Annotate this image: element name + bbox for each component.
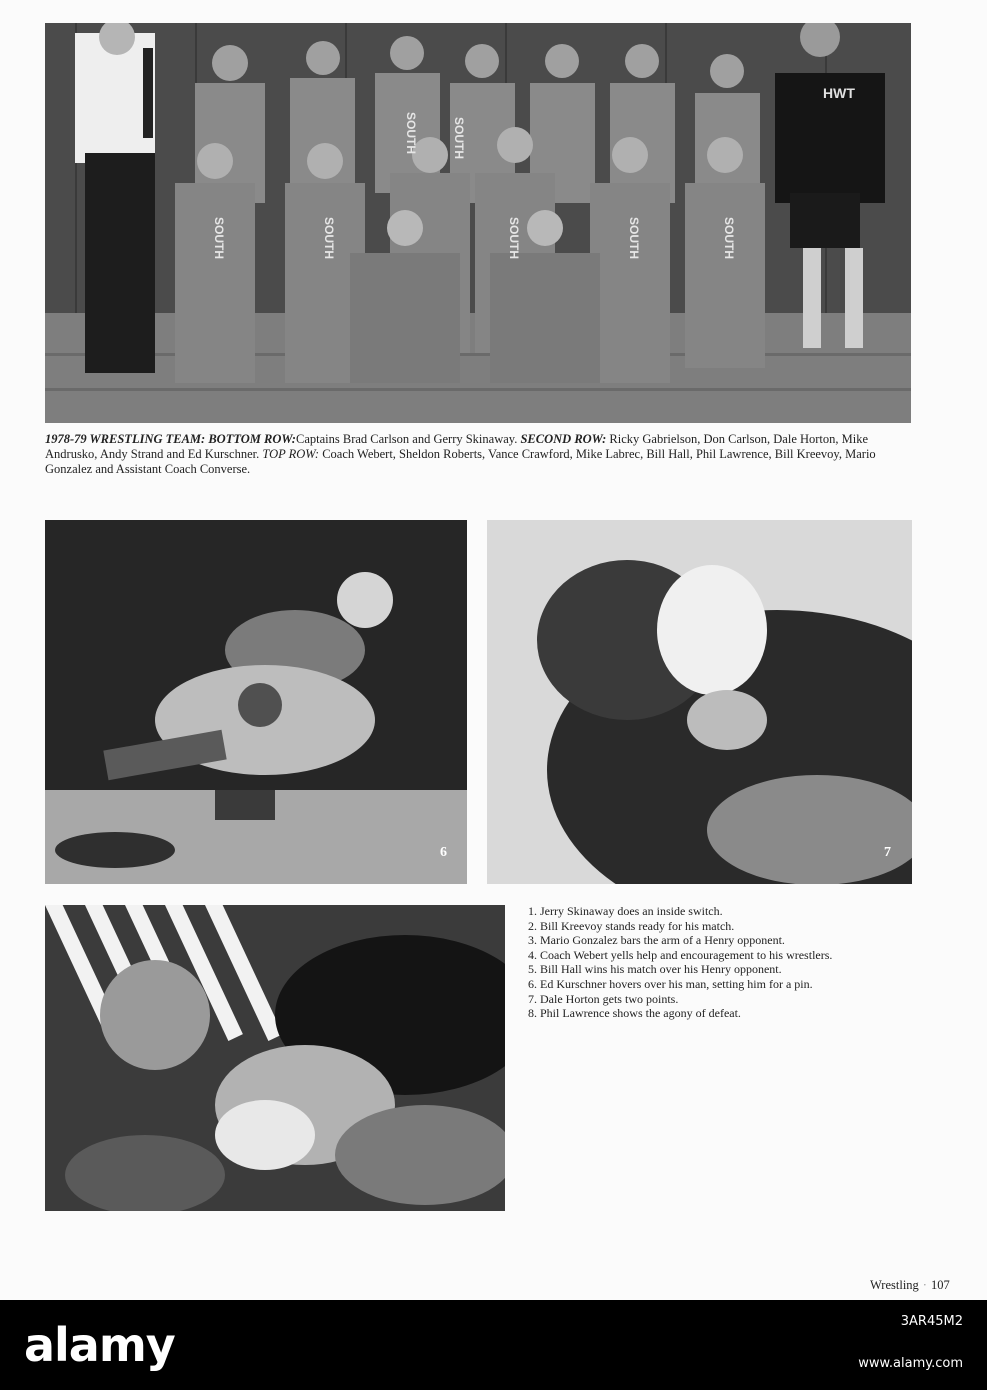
second-row-text: Ricky Gabrielson, Don Carlson, Dale Horton, Mike Andrusko, Andy Strand and Ed Kurschner. <box>45 432 869 461</box>
match-photo-8 <box>45 905 505 1211</box>
caption-heading: 1978-79 WRESTLING TEAM: <box>45 432 206 446</box>
list-item: 1. Jerry Skinaway does an inside switch. <box>528 904 723 918</box>
match-photo-8-illustration <box>45 905 505 1211</box>
list-item: 3. Mario Gonzalez bars the arm of a Henry opponent. <box>528 933 785 948</box>
bottom-row-label: BOTTOM ROW: <box>208 432 296 446</box>
top-row-label: TOP ROW: <box>262 447 320 461</box>
jersey-lettering: SOUTH <box>452 117 466 159</box>
section-name: Wrestling <box>870 1278 919 1292</box>
list-item: 4. Coach Webert yells help and encouragement to his wrestlers. <box>528 947 833 962</box>
watermark-banner <box>0 1300 987 1390</box>
team-photo <box>45 23 911 423</box>
page-number: 107 <box>930 1278 950 1292</box>
jersey-lettering: SOUTH <box>722 217 736 259</box>
team-caption <box>45 432 911 477</box>
jacket-lettering: HWT <box>823 85 855 101</box>
image-id: 3AR45M2 <box>900 1314 963 1329</box>
list-item: 6. Ed Kurschner hovers over his man, setting him for a pin. <box>528 976 813 991</box>
second-row-label: SECOND ROW: <box>520 432 607 446</box>
page-footer: Wrestling · 107 <box>870 1278 950 1292</box>
site-url[interactable]: www.alamy.com <box>858 1356 963 1371</box>
jersey-lettering: SOUTH <box>507 217 521 259</box>
match-photo-6 <box>45 520 467 884</box>
team-photo-illustration <box>45 23 911 423</box>
list-item: 7. Dale Horton gets two points. <box>528 991 679 1006</box>
jersey-lettering: SOUTH <box>322 217 336 259</box>
match-photo-7 <box>487 520 912 884</box>
bottom-row-text: Captains Brad Carlson and Gerry Skinaway. <box>295 432 518 446</box>
photo-number: 6 <box>440 845 447 860</box>
jersey-lettering: SOUTH <box>627 217 641 259</box>
match-photo-6-illustration <box>45 520 467 884</box>
jersey-lettering: SOUTH <box>212 217 226 259</box>
list-item: 5. Bill Hall wins his match over his Henry opponent. <box>528 962 782 977</box>
list-item: 8. Phil Lawrence shows the agony of defeat. <box>528 1006 741 1021</box>
brand-text: alamy <box>24 1318 175 1372</box>
list-item: 2. Bill Kreevoy stands ready for his match. <box>528 918 735 933</box>
top-row-text: Coach Webert, Sheldon Roberts, Vance Crawford, Mike Labrec, Bill Hall, Phil Lawrence, Bill Kreevoy, Mario Gonzalez and Assistant Coach Converse. <box>45 447 876 476</box>
brand-logo <box>24 1318 175 1372</box>
match-photo-7-illustration <box>487 520 912 884</box>
photo-number: 7 <box>884 845 891 860</box>
photo-caption-list <box>528 904 908 1021</box>
jersey-lettering: SOUTH <box>404 112 418 154</box>
